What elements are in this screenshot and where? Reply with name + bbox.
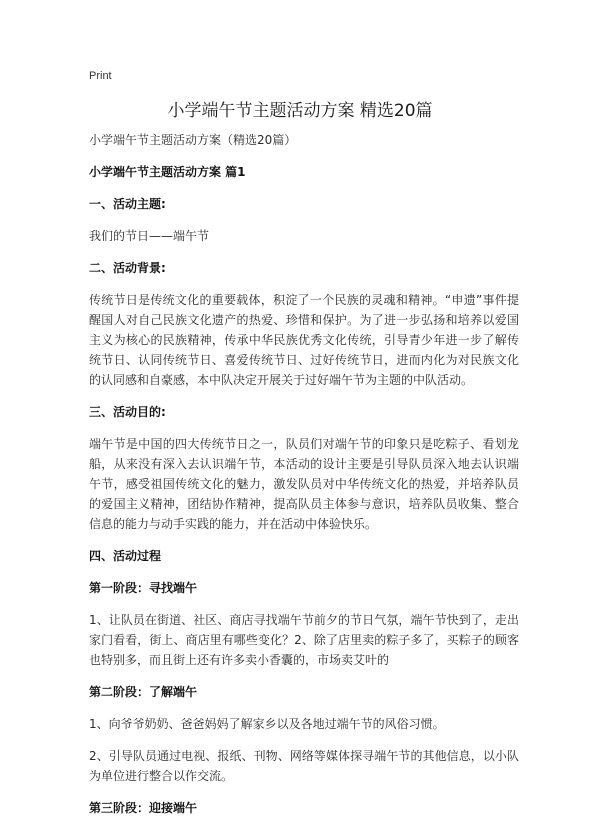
section-text-background: 传统节日是传统文化的重要载体，积淀了一个民族的灵魂和精神。“申遗”事件提醒国人对自己民族文化遗产的热爱、珍惜和保护。为了进一步弘扬和培养以爱国主义为核心的民族精神，传承中华民族优秀文化传统，引导青少年进一步了解传统节日、认同传统节日、喜爱传统节日、过好传统节日，进而内化为对民族文化的认同感和自豪感，本中队决定开展关于过好端午节为主题的中队活动。 [89, 293, 519, 387]
stage2-item-2: 2、引导队员通过电视、报纸、刊物、网络等媒体探寻端午节的其他信息，以小队为单位进行整合以作交流。 [89, 749, 519, 783]
stage2-heading: 第二阶段：了解端午 [89, 685, 198, 699]
article-heading: 小学端午节主题活动方案 篇1 [89, 165, 246, 179]
stage1-heading: 第一阶段：寻找端午 [89, 581, 198, 595]
section-heading-theme: 一、活动主题: [89, 197, 166, 211]
section-text-theme: 我们的节日——端午节 [89, 229, 210, 243]
stage3-heading: 第三阶段：迎接端午 [89, 801, 198, 815]
stage2-item-1: 1、向爷爷奶奶、爸爸妈妈了解家乡以及各地过端午节的风俗习惯。 [89, 717, 445, 731]
section-heading-process: 四、活动过程 [89, 549, 162, 563]
subtitle: 小学端午节主题活动方案（精选20篇） [89, 133, 297, 147]
section-heading-background: 二、活动背景: [89, 261, 166, 275]
page-title: 小学端午节主题活动方案 精选20篇 [167, 101, 433, 121]
section-text-purpose: 端午节是中国的四大传统节日之一，队员们对端午节的印象只是吃粽子、看划龙船，从来没有深入去认识端午节，本活动的设计主要是引导队员深入地去认识端午节，感受祖国传统文化的魅力，激发队员对中华传统文化的热爱，并培养队员的爱国主义精神，团结协作精神，提高队员主体参与意识，培养队员收集、整合信息的能力与动手实践的能力，并在活动中体验快乐。 [89, 437, 519, 531]
print-link[interactable]: Print [89, 70, 112, 82]
article-body [89, 130, 519, 818]
section-heading-purpose: 三、活动目的: [89, 405, 166, 419]
stage1-text: 1、让队员在街道、社区、商店寻找端午节前夕的节日气氛，端午节快到了，走出家门看看，街上、商店里有哪些变化？2、除了店里卖的粽子多了，买粽子的顾客也特别多，而且街上还有许多卖小香囊的，市场卖艾叶的 [89, 613, 519, 667]
